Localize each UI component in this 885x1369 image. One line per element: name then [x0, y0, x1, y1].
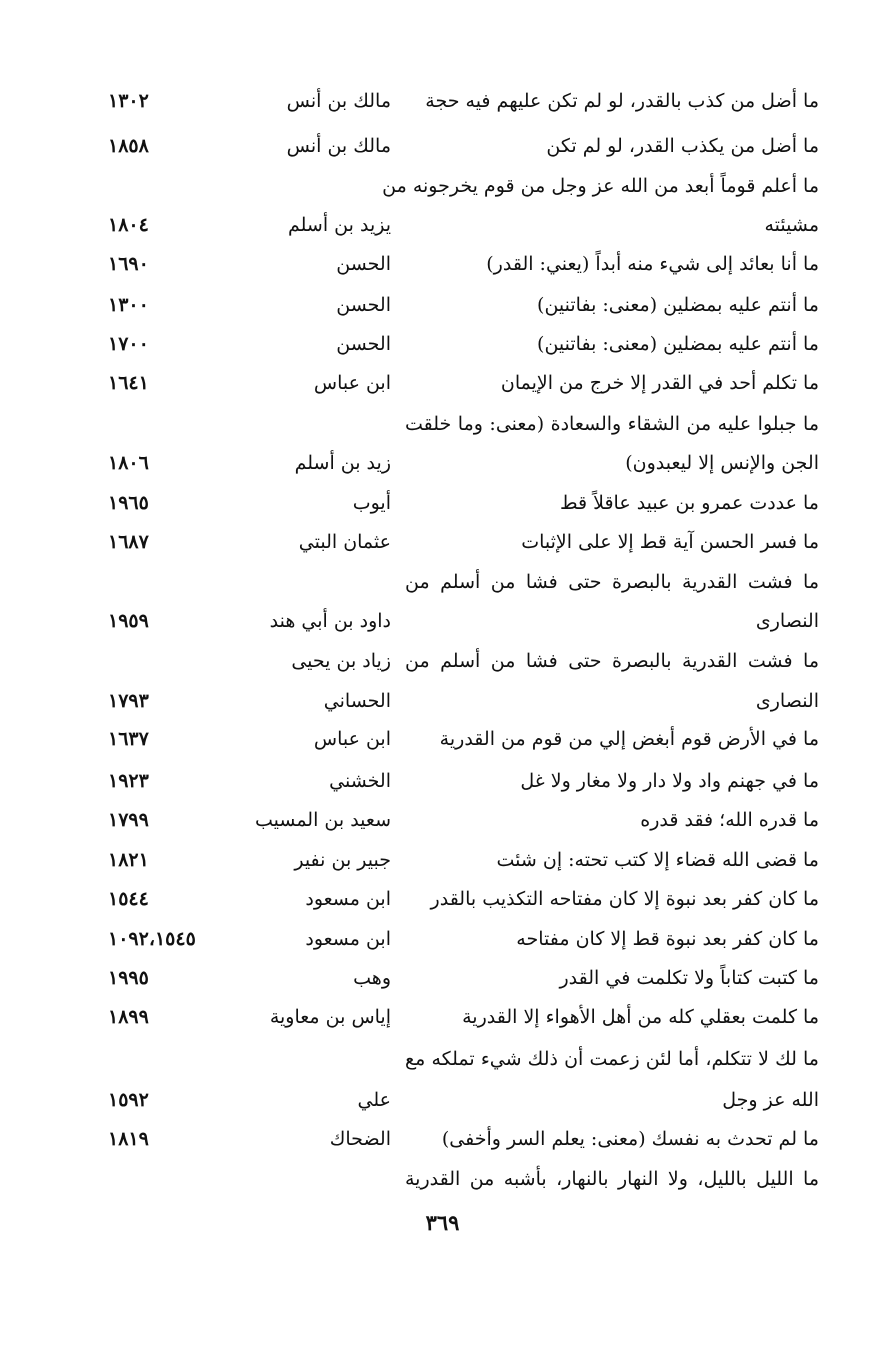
- index-entry: [0, 961, 885, 995]
- entry-text: ما لم تحدث به نفسك (معنى: يعلم السر وأخفى): [441, 1128, 819, 1150]
- entry-text: ما أنتم عليه بمضلين (معنى: بفاتنين): [537, 294, 819, 316]
- entry-text: ما فسر الحسن آية قط إلا على الإثبات: [521, 531, 819, 553]
- index-entry: [0, 722, 885, 756]
- entry-text: ما فشت القدرية بالبصرة حتى فشا من أسلم من: [405, 571, 819, 593]
- entry-number: ١٩٢٣: [108, 770, 149, 792]
- index-entry: [0, 764, 885, 798]
- index-entry: [0, 1042, 885, 1076]
- entry-number: ١٩٩٥: [108, 967, 149, 989]
- entry-number: ١٨٢١: [108, 849, 149, 871]
- entry-narrator: الحسن: [336, 294, 391, 316]
- entry-text: ما عددت عمرو بن عبيد عاقلاً قط: [559, 492, 819, 514]
- index-entry: [0, 1000, 885, 1034]
- entry-text: ما تكلم أحد في القدر إلا خرج من الإيمان: [500, 372, 819, 394]
- entry-number: ١٧٠٠: [108, 333, 149, 355]
- entry-narrator: الحساني: [323, 690, 391, 712]
- entry-narrator: إياس بن معاوية: [269, 1006, 391, 1028]
- entry-narrator: أيوب: [352, 492, 391, 514]
- entry-number: ١٩٥٩: [108, 610, 149, 632]
- entry-narrator: ابن عباس: [313, 728, 391, 750]
- index-entry: [0, 684, 885, 718]
- entry-text: ما كان كفر بعد نبوة قط إلا كان مفتاحه: [516, 928, 819, 950]
- entry-narrator: الخشني: [329, 770, 391, 792]
- entry-narrator: وهب: [353, 967, 391, 989]
- entry-number: ١٨١٩: [108, 1128, 149, 1150]
- entry-text: النصارى: [755, 690, 819, 712]
- entry-number: ١٩٦٥: [108, 492, 149, 514]
- entry-narrator: داود بن أبي هند: [269, 610, 391, 632]
- entry-text: ما كتبت كتاباً ولا تكلمت في القدر: [559, 967, 819, 989]
- entry-narrator: زيد بن أسلم: [294, 452, 391, 474]
- entry-number: ١٥٩٢: [108, 1089, 149, 1111]
- entry-text: مشيئته: [764, 214, 819, 236]
- index-entry: [0, 84, 885, 118]
- entry-text: النصارى: [755, 610, 819, 632]
- page-number: ٣٦٩: [425, 1210, 460, 1235]
- entry-number: ١٠٩٢،١٥٤٥: [108, 928, 196, 950]
- index-entry: [0, 208, 885, 242]
- entry-text: ما أضل من يكذب القدر، لو لم تكن: [546, 135, 819, 157]
- entry-narrator: ابن عباس: [313, 372, 391, 394]
- index-entry: [0, 366, 885, 400]
- entry-number: ١٨٩٩: [108, 1006, 149, 1028]
- entry-number: ١٣٠٢: [108, 90, 149, 112]
- index-entry: [0, 525, 885, 559]
- index-entry: [0, 882, 885, 916]
- index-entry: [0, 446, 885, 480]
- index-entry: [0, 486, 885, 520]
- entry-text: ما كان كفر بعد نبوة إلا كان مفتاحه التكذيب بالقدر: [430, 888, 819, 910]
- entry-narrator: الضحاك: [329, 1128, 391, 1150]
- entry-number: ١٨٠٤: [108, 214, 149, 236]
- index-entry: [0, 1083, 885, 1117]
- entry-text: ما أنا بعائد إلى شيء منه أبداً (يعني: القدر): [486, 253, 819, 275]
- index-entry: [0, 644, 885, 678]
- entry-text: ما أضل من كذب بالقدر، لو لم تكن عليهم فيه حجة: [425, 90, 819, 112]
- index-entry: [0, 327, 885, 361]
- entry-text: ما الليل بالليل، ولا النهار بالنهار، بأشبه من القدرية: [405, 1168, 819, 1190]
- entry-number: ١٧٩٩: [108, 809, 149, 831]
- entry-narrator: عثمان البتي: [298, 531, 391, 553]
- entry-text: ما كلمت بعقلي كله من أهل الأهواء إلا القدرية: [462, 1006, 819, 1028]
- entry-text: ما لك لا تتكلم، أما لئن زعمت أن ذلك شيء تملكه مع: [405, 1048, 819, 1070]
- entry-number: ١٣٠٠: [108, 294, 149, 316]
- entry-text: ما في جهنم واد ولا دار ولا مغار ولا غل: [520, 770, 819, 792]
- index-entry: [0, 604, 885, 638]
- entry-narrator: مالك بن أنس: [286, 135, 391, 157]
- entry-narrator: الحسن: [336, 333, 391, 355]
- index-entry: [0, 1122, 885, 1156]
- entry-text: ما قدره الله؛ فقد قدره: [640, 809, 819, 831]
- entry-narrator: ابن مسعود: [305, 928, 391, 950]
- index-entry: [0, 1162, 885, 1196]
- index-entry: [0, 803, 885, 837]
- entry-narrator: مالك بن أنس: [286, 90, 391, 112]
- entry-number: ١٦٤١: [108, 372, 149, 394]
- index-entry: [0, 169, 885, 203]
- entry-number: ١٦٣٧: [108, 728, 149, 750]
- entry-narrator: علي: [357, 1089, 391, 1111]
- entry-number: ١٦٩٠: [108, 253, 149, 275]
- index-entry: [0, 288, 885, 322]
- index-entry: [0, 247, 885, 281]
- entry-number: ١٨٥٨: [108, 135, 149, 157]
- entry-narrator: جبير بن نفير: [294, 849, 391, 871]
- index-entry: [0, 922, 885, 956]
- entry-narrator: يزيد بن أسلم: [288, 214, 391, 236]
- index-entry: [0, 565, 885, 599]
- entry-text: ما قضى الله قضاء إلا كتب تحته: إن شئت: [496, 849, 819, 871]
- entry-narrator: الحسن: [336, 253, 391, 275]
- entry-text: ما في الأرض قوم أبغض إلي من قوم من القدرية: [439, 728, 819, 750]
- entry-number: ١٧٩٣: [108, 690, 149, 712]
- entry-narrator: ابن مسعود: [305, 888, 391, 910]
- entry-narrator: سعيد بن المسيب: [254, 809, 391, 831]
- entry-text: ما أعلم قوماً أبعد من الله عز وجل من قوم يخرجونه من: [382, 175, 819, 197]
- entry-text: ما جبلوا عليه من الشقاء والسعادة (معنى: وما خلقت: [405, 413, 819, 435]
- entry-text: الجن والإنس إلا ليعبدون): [625, 452, 819, 474]
- entry-text: الله عز وجل: [722, 1089, 819, 1111]
- entry-text: ما أنتم عليه بمضلين (معنى: بفاتنين): [537, 333, 819, 355]
- index-entry: [0, 129, 885, 163]
- entry-number: ١٥٤٤: [108, 888, 149, 910]
- index-entry: [0, 843, 885, 877]
- index-entry: [0, 407, 885, 441]
- entry-text: ما فشت القدرية بالبصرة حتى فشا من أسلم من: [405, 650, 819, 672]
- entry-number: ١٨٠٦: [108, 452, 149, 474]
- entry-narrator: زياد بن يحيى: [291, 650, 391, 672]
- entry-number: ١٦٨٧: [108, 531, 149, 553]
